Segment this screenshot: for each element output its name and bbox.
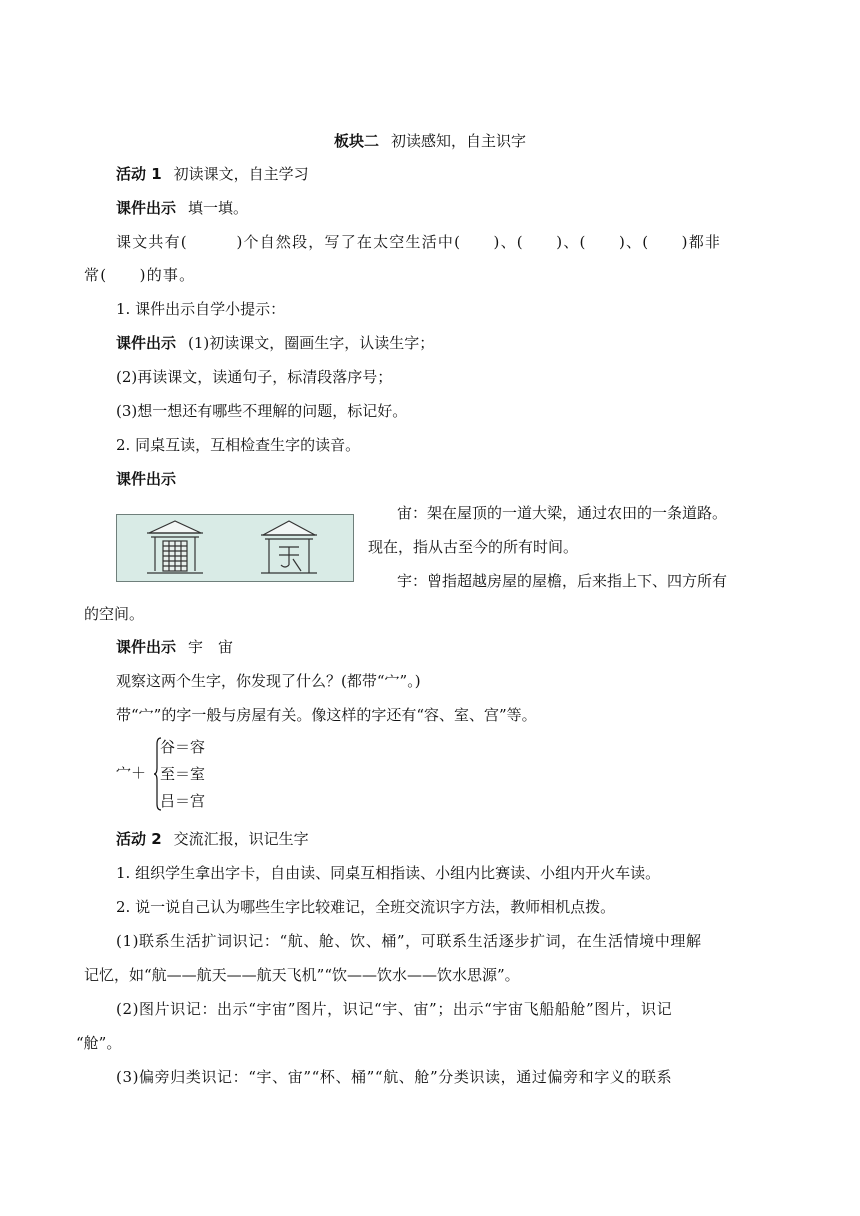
section-title-text: 初读感知，自主识字 <box>391 132 527 150</box>
observe-text: 观察这两个生字，你发现了什么？(都带“宀”。) <box>116 672 421 690</box>
radical-plus: 宀＋ <box>116 764 147 782</box>
zhou-definition-line2: 现在，指从古至今的所有时间。 <box>368 538 579 556</box>
a2-step2-text: 2. 说一说自己认为哪些生字比较难记，全班交流识字方法，教师相机点拨。 <box>116 898 616 916</box>
section-title-label: 板块二 <box>333 132 379 150</box>
activity2-heading <box>116 828 309 850</box>
method3-line1: (3)偏旁归类识记：“宇、宙”“杯、桶”“航、舱”分类识读，通过偏旁和字义的联系 <box>116 1068 673 1086</box>
radical-note-text: 带“宀”的字一般与房屋有关。像这样的字还有“容、室、宫”等。 <box>116 706 537 724</box>
zhou-definition-line1: 宙：架在屋顶的一道大梁，通过农田的一条道路。 <box>397 504 728 522</box>
courseware1-label: 课件出示 <box>116 199 177 217</box>
section-title <box>0 130 860 152</box>
courseware1-text: 填一填。 <box>188 199 249 217</box>
fill-blank-line2: 常( )的事。 <box>84 266 196 284</box>
radical-composition <box>116 734 316 814</box>
courseware3-label: 课件出示 <box>116 470 177 488</box>
a2-step1-text: 1. 组织学生拿出字卡，自由读、同桌互相指读、小组内比赛读、小组内开火车读。 <box>116 864 661 882</box>
method2-line1: (2)图片识记：出示“宇宙”图片，识记“宇、宙”；出示“宇宙飞船船舱”图片，识记 <box>116 1000 673 1018</box>
activity2-label: 活动 2 <box>116 830 162 848</box>
tip2-text: (2)再读课文，读通句子，标清段落序号； <box>116 368 393 386</box>
courseware4-label: 课件出示 <box>116 638 177 656</box>
courseware2-text: (1)初读课文，圈画生字，认读生字； <box>188 334 435 352</box>
composition-item: 至＝室 <box>160 765 206 783</box>
composition-item: 谷＝容 <box>160 738 206 756</box>
activity1-text: 初读课文，自主学习 <box>173 165 309 183</box>
yu-pictograph-icon <box>261 521 317 573</box>
method1-line1: (1)联系生活扩词识记：“航、舱、饮、桶”，可联系生活逐步扩词，在生活情境中理解 <box>116 932 702 950</box>
step1-text: 1. 课件出示自学小提示： <box>116 300 286 318</box>
courseware1-line <box>116 197 248 219</box>
fill-blank-line1: 课文共有( )个自然段，写了在太空生活中( )、( )、( )、( )都非 <box>116 233 722 251</box>
courseware4-chars: 宇 宙 <box>188 638 234 656</box>
step2-text: 2. 同桌互读，互相检查生字的读音。 <box>116 436 361 454</box>
activity1-heading <box>116 163 309 185</box>
yu-definition-line1: 宇：曾指超越房屋的屋檐，后来指上下、四方所有 <box>397 572 728 590</box>
yu-definition-line2: 的空间。 <box>84 605 145 623</box>
method2-line2: “舱”。 <box>76 1034 122 1052</box>
activity1-label: 活动 1 <box>116 165 162 183</box>
pictograph-figure <box>116 514 354 582</box>
activity2-text: 交流汇报，识记生字 <box>173 830 309 848</box>
zhou-pictograph-icon <box>147 521 203 573</box>
courseware4-line <box>116 636 233 658</box>
composition-item: 吕＝宫 <box>160 792 206 810</box>
tip3-text: (3)想一想还有哪些不理解的问题，标记好。 <box>116 402 408 420</box>
method1-line2: 记忆，如“航——航天——航天飞机”“饮——饮水——饮水思源”。 <box>84 966 520 984</box>
courseware2-label: 课件出示 <box>116 334 177 352</box>
courseware2-line <box>116 332 434 354</box>
